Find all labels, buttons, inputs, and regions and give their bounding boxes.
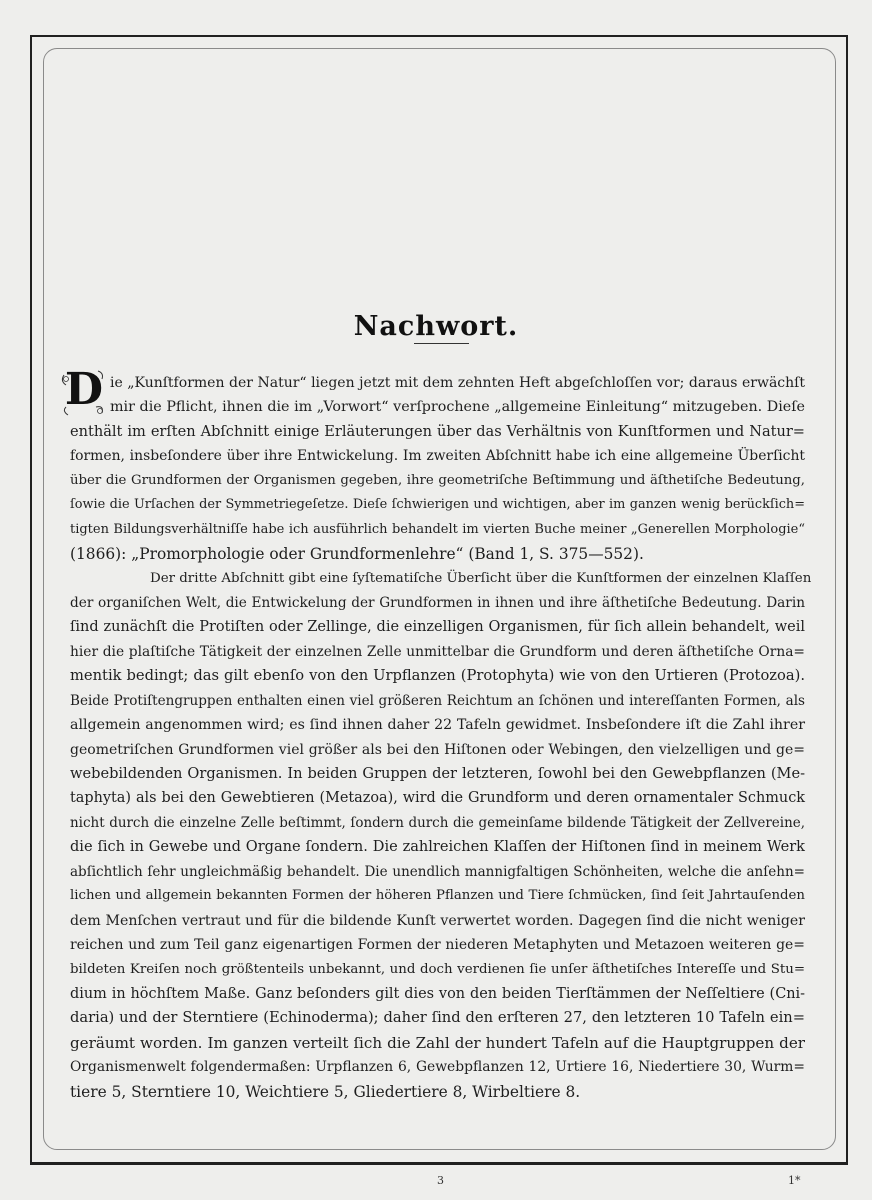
paragraph-1	[64, 364, 805, 567]
text-line: daria) und der Sterntiere (Echinoderma); daher ſind den erſteren 27, den letzteren 10 Tafeln ein=	[70, 1009, 805, 1027]
drop-cap-letter: D	[64, 364, 104, 415]
text-line: über die Grundformen der Organismen gegeben, ihre geometriſche Beſtimmung und äſthetiſche Bedeutung,	[70, 472, 805, 488]
page-title: Nachwort.	[353, 311, 519, 343]
text-line: reichen und zum Teil ganz eigenartigen Formen der niederen Metaphyten und Metazoen weiteren ge=	[70, 937, 805, 954]
text-line: ſind zunächſt die Protiſten oder Zellinge, die einzelligen Organismen, für ſich allein behandelt, weil	[70, 619, 805, 636]
text-line: nicht durch die einzelne Zelle beſtimmt, ſondern durch die gemeinſame bildende Tätigkeit der Zellvereine,	[70, 814, 805, 831]
text-line: taphyta) als bei den Gewebtieren (Metazoa), wird die Grundform und deren ornamentaler Schmuck	[70, 790, 805, 807]
title-divider	[414, 343, 469, 344]
body-text	[64, 364, 812, 1104]
text-line: (1866): „Promorphologie oder Grundformenlehre“ (Band 1, S. 375—552).	[70, 545, 644, 564]
text-line: formen, insbeſondere über ihre Entwickelung. Im zweiten Abſchnitt habe ich eine allgemeine Überſicht	[70, 448, 805, 465]
text-line: dem Menſchen vertraut und für die bildende Kunſt verwertet worden. Dagegen ſind die nicht weniger	[70, 912, 805, 929]
signature-mark: 1*	[788, 1174, 801, 1187]
text-line: dium in höchſtem Maße. Ganz beſonders gilt dies von den beiden Tierſtämmen der Neſſeltiere (Cni-	[70, 985, 805, 1002]
text-line: ie „Kunſtformen der Natur“ liegen jetzt mit dem zehnten Heft abgeſchloſſen vor; daraus erwächſt	[110, 375, 805, 391]
text-line: geräumt worden. Im ganzen verteilt ſich die Zahl der hundert Tafeln auf die Hauptgruppen der	[70, 1033, 805, 1052]
text-line: ſowie die Urſachen der Symmetriegeſetze. Dieſe ſchwierigen und wichtigen, aber im ganzen wenig berückſich=	[70, 497, 805, 513]
text-line: enthält im erſten Abſchnitt einige Erläuterungen über das Verhältnis von Kunſtformen und Natur=	[70, 422, 805, 440]
text-line: die ſich in Gewebe und Organe ſondern. Die zahlreichen Klaſſen der Hiſtonen ſind in meinem Werk	[70, 838, 805, 856]
page-number: 3	[437, 1174, 444, 1187]
text-line: hier die plaſtiſche Tätigkeit der einzelnen Zelle unmittelbar die Grundform und deren äſthetiſche Orna=	[70, 643, 805, 660]
text-line: tigten Bildungsverhältniſſe habe ich ausführlich behandelt im vierten Buche meiner „Generellen Morphologie“	[70, 521, 805, 537]
text-line: Beide Protiſtengruppen enthalten einen viel größeren Reichtum an ſchönen und intereſſanten Formen, als	[70, 692, 805, 709]
text-line: der organiſchen Welt, die Entwickelung der Grundformen in ihnen und ihre äſthetiſche Bedeutung. Darin	[70, 594, 805, 611]
text-line: bildeten Kreiſen noch größtenteils unbekannt, und doch verdienen ſie unſer äſthetiſches Intereſſe und Stu=	[70, 961, 805, 977]
text-line: mentik bedingt; das gilt ebenſo von den Urpflanzen (Protophyta) wie von den Urtieren (Protozoa).	[70, 667, 805, 685]
text-line: Der dritte Abſchnitt gibt eine ſyſtematiſche Überſicht über die Kunſtformen der einzelnen Klaſſen	[150, 570, 812, 586]
drop-cap-initial	[64, 364, 104, 415]
text-line: abſichtlich ſehr ungleichmäßig behandelt. Die unendlich mannigfaltigen Schönheiten, welche die anſehn=	[70, 863, 805, 880]
text-line: allgemein angenommen wird; es ſind ihnen daher 22 Tafeln gewidmet. Insbeſondere iſt die Zahl ihrer	[70, 717, 805, 734]
text-line: Organismenwelt folgendermaßen: Urpflanzen 6, Gewebpflanzen 12, Urtiere 16, Niedertiere 30, Wurm=	[70, 1059, 805, 1076]
text-line: webebildenden Organismen. In beiden Gruppen der letzteren, ſowohl bei den Gewebpflanzen (Me-	[70, 765, 805, 782]
text-line: mir die Pflicht, ihnen die im „Vorwort“ verſprochene „allgemeine Einleitung“ mitzugeben. Dieſe	[110, 399, 805, 416]
text-line: geometriſchen Grundformen viel größer als bei den Hiſtonen oder Webingen, den vielzelligen und ge=	[70, 741, 805, 758]
paragraph-2	[70, 567, 812, 1105]
text-line: tiere 5, Sterntiere 10, Weichtiere 5, Gliedertiere 8, Wirbeltiere 8.	[70, 1082, 581, 1101]
text-line: lichen und allgemein bekannten Formen der höheren Pflanzen und Tiere ſchmücken, ſind ſeit Jahrtauſenden	[70, 888, 805, 904]
